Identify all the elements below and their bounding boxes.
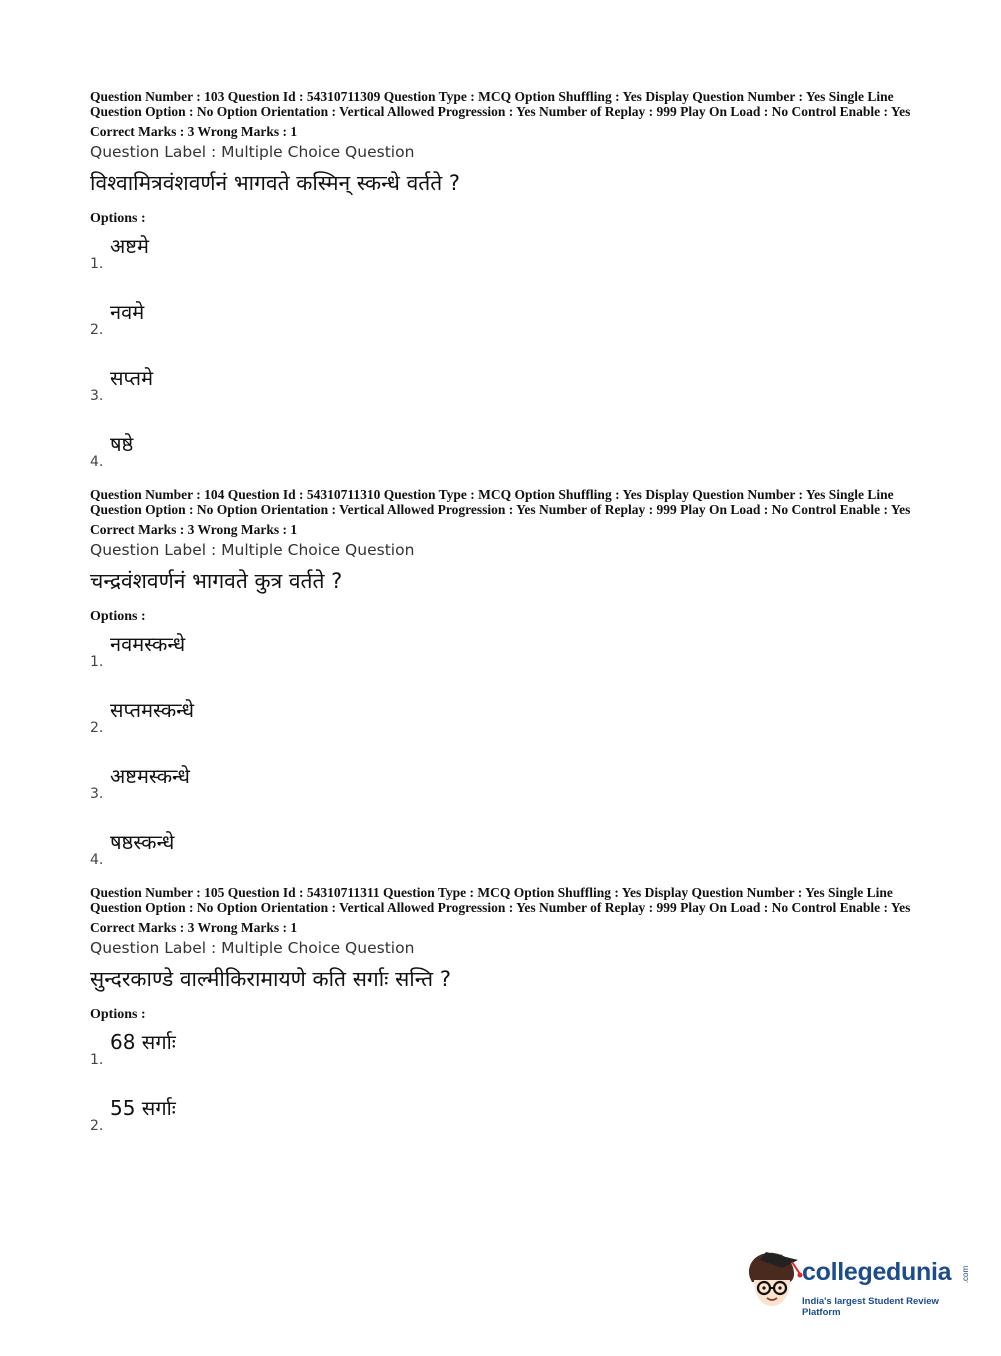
option-4 (90, 426, 930, 492)
option-2 (90, 1090, 930, 1156)
options-title: Options : (90, 211, 146, 226)
option-text: अष्टमे (110, 234, 149, 258)
option-text: 55 सर्गाः (110, 1096, 176, 1120)
logo-wordmark: collegedunia (802, 1258, 952, 1286)
option-1 (90, 228, 930, 294)
option-3 (90, 758, 930, 824)
option-1 (90, 626, 930, 692)
question-105 (90, 886, 930, 1156)
student-mascot-icon (742, 1248, 804, 1314)
question-104 (90, 488, 930, 890)
option-text: सप्तमस्कन्धे (110, 698, 195, 722)
option-number: 1. (90, 256, 104, 272)
question-text: चन्द्रवंशवर्णनं भागवते कुत्र वर्तते ? (90, 569, 343, 593)
option-text: षष्ठे (110, 432, 134, 456)
question-meta: Question Number : 104 Question Id : 54310711310 Question Type : MCQ Option Shuffling : Yes Display Question Number : Yes Single Line Question Option : No Option Orientation : Vertical Allowed Progression : Yes Number of Replay : 999 Play On Load : No Control Enable : Yes (90, 487, 911, 517)
option-text: सप्तमे (110, 366, 154, 390)
option-text: अष्टमस्कन्धे (110, 764, 190, 788)
option-text: नवमे (110, 300, 145, 324)
logo-tagline: India's largest Student Review Platform (802, 1296, 939, 1318)
option-2 (90, 294, 930, 360)
option-text: 68 सर्गाः (110, 1030, 176, 1054)
option-number: 1. (90, 654, 104, 670)
option-text: षष्ठस्कन्धे (110, 830, 175, 854)
options-title: Options : (90, 1007, 146, 1022)
question-text: विश्वामित्रवंशवर्णनं भागवते कस्मिन् स्कन्धे वर्तते ? (90, 171, 461, 195)
question-marks: Correct Marks : 3 Wrong Marks : 1 (90, 124, 298, 139)
option-3 (90, 360, 930, 426)
question-meta: Question Number : 103 Question Id : 54310711309 Question Type : MCQ Option Shuffling : Yes Display Question Number : Yes Single Line Question Option : No Option Orientation : Vertical Allowed Progression : Yes Number of Replay : 999 Play On Load : No Control Enable : Yes (90, 89, 911, 119)
collegedunia-logo (742, 1248, 972, 1318)
option-number: 2. (90, 1118, 104, 1134)
option-number: 4. (90, 852, 104, 868)
question-marks: Correct Marks : 3 Wrong Marks : 1 (90, 920, 298, 935)
option-number: 3. (90, 786, 104, 802)
question-103 (90, 90, 930, 492)
question-label: Question Label : Multiple Choice Question (90, 541, 415, 559)
question-label: Question Label : Multiple Choice Question (90, 143, 415, 161)
question-label: Question Label : Multiple Choice Question (90, 939, 415, 957)
option-number: 1. (90, 1052, 104, 1068)
question-marks: Correct Marks : 3 Wrong Marks : 1 (90, 522, 298, 537)
option-number: 3. (90, 388, 104, 404)
option-number: 4. (90, 454, 104, 470)
question-meta: Question Number : 105 Question Id : 54310711311 Question Type : MCQ Option Shuffling : Yes Display Question Number : Yes Single Line Question Option : No Option Orientation : Vertical Allowed Progression : Yes Number of Replay : 999 Play On Load : No Control Enable : Yes (90, 885, 911, 915)
question-paper (90, 90, 930, 1156)
option-text: नवमस्कन्धे (110, 632, 186, 656)
question-text: सुन्दरकाण्डे वाल्मीकिरामायणे कति सर्गाः सन्ति ? (90, 967, 451, 991)
option-number: 2. (90, 322, 104, 338)
logo-suffix: .com (961, 1265, 971, 1284)
option-4 (90, 824, 930, 890)
option-number: 2. (90, 720, 104, 736)
option-2 (90, 692, 930, 758)
options-title: Options : (90, 609, 146, 624)
option-1 (90, 1024, 930, 1090)
